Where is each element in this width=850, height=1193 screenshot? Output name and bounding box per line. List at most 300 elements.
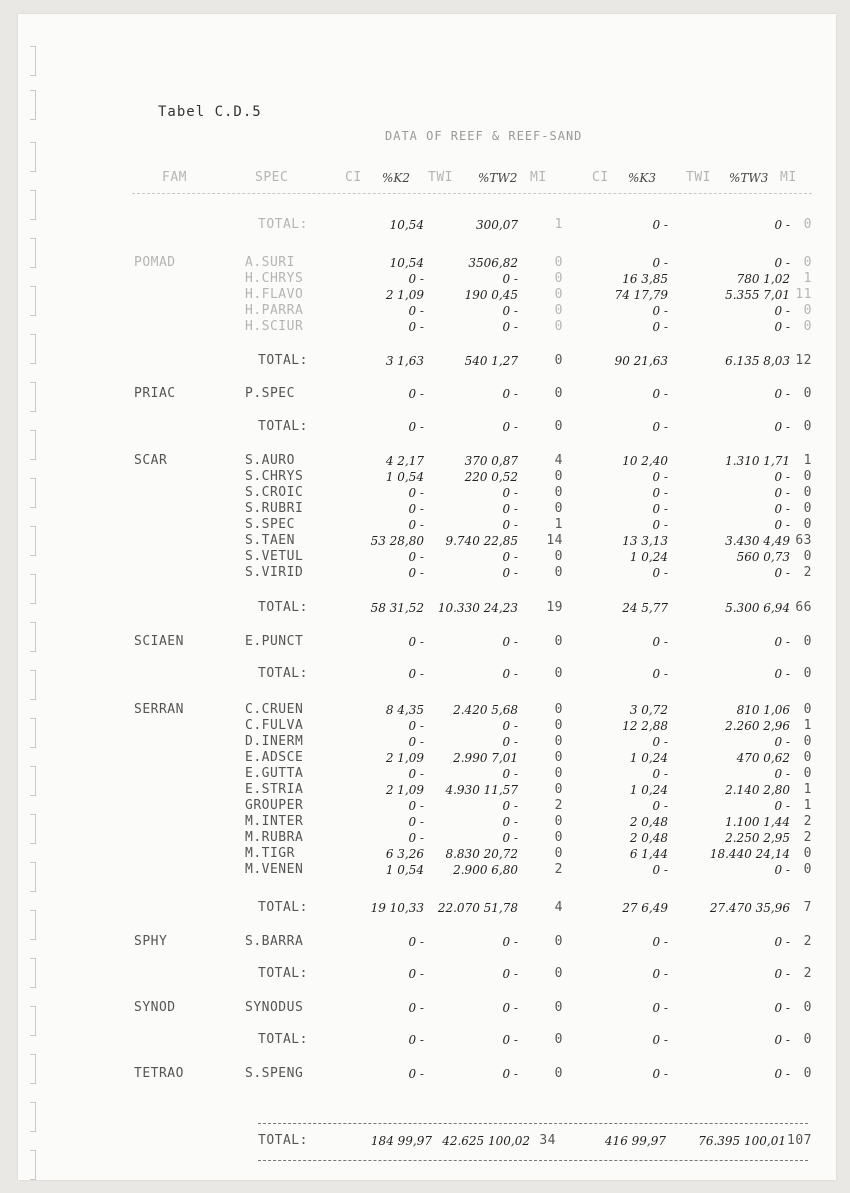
count-percent-cell: 58 31,52	[370, 601, 424, 615]
weight-percent-cell: 0 -	[774, 635, 790, 649]
grand-total-divider-top	[258, 1123, 808, 1124]
weight-percent-cell: 0 -	[502, 304, 518, 318]
binder-hole	[30, 1150, 36, 1180]
weight-percent-cell: 0 -	[502, 831, 518, 845]
mi-cell: 0	[554, 303, 563, 318]
count-percent-cell: 0 -	[408, 486, 424, 500]
weight-percent-cell: 27.470 35,96	[709, 901, 790, 915]
species-cell: D.INERM	[245, 734, 304, 749]
column-header: TWI	[428, 170, 453, 185]
weight-percent-cell: 10.330 24,23	[437, 601, 518, 615]
count-percent-cell: 0 -	[652, 387, 668, 401]
weight-percent-cell: 0 -	[774, 667, 790, 681]
weight-percent-cell: 2.900 6,80	[453, 863, 518, 877]
count-percent-cell: 0 -	[408, 799, 424, 813]
weight-percent-cell: 0 -	[774, 1001, 790, 1015]
family-cell: POMAD	[134, 255, 176, 270]
mi-cell: 0	[803, 862, 812, 877]
species-cell: H.CHRYS	[245, 271, 304, 286]
family-cell: SERRAN	[134, 702, 184, 717]
mi-cell: 0	[554, 702, 563, 717]
count-percent-cell: 1 0,54	[385, 470, 424, 484]
binder-hole	[30, 334, 36, 364]
count-percent-cell: 0 -	[408, 935, 424, 949]
mi-cell: 2	[554, 862, 563, 877]
weight-percent-cell: 3.430 4,49	[725, 534, 790, 548]
species-cell: H.FLAVO	[245, 287, 304, 302]
weight-percent-cell: 1.100 1,44	[725, 815, 790, 829]
binder-hole	[30, 1054, 36, 1084]
weight-percent-cell: 0 -	[502, 320, 518, 334]
mi-cell: 0	[803, 702, 812, 717]
mi-cell: 0	[554, 966, 563, 981]
count-percent-cell: 0 -	[408, 719, 424, 733]
mi-cell: 0	[803, 485, 812, 500]
weight-percent-cell: 220 0,52	[464, 470, 518, 484]
weight-percent-cell: 780 1,02	[736, 272, 790, 286]
column-header: %TW2	[478, 171, 518, 185]
weight-percent-cell: 0 -	[502, 1001, 518, 1015]
count-percent-cell: 0 -	[408, 967, 424, 981]
count-percent-cell: 0 -	[652, 486, 668, 500]
weight-percent-cell: 0 -	[502, 550, 518, 564]
weight-percent-cell: 3506,82	[468, 256, 518, 270]
count-percent-cell: 24 5,77	[622, 601, 668, 615]
species-cell: TOTAL:	[258, 966, 308, 981]
binder-hole	[30, 142, 36, 172]
mi-cell: 1	[803, 798, 812, 813]
binder-hole	[30, 1006, 36, 1036]
count-percent-cell: 6 1,44	[629, 847, 668, 861]
grand-total-label: TOTAL:	[258, 1133, 308, 1148]
species-cell: C.CRUEN	[245, 702, 304, 717]
mi-cell: 0	[554, 750, 563, 765]
weight-percent-cell: 0 -	[502, 387, 518, 401]
mi-cell: 0	[803, 501, 812, 516]
count-percent-cell: 13 3,13	[622, 534, 668, 548]
count-percent-cell: 90 21,63	[614, 354, 668, 368]
weight-percent-cell: 0 -	[502, 566, 518, 580]
mi-cell: 0	[803, 1000, 812, 1015]
binder-hole	[30, 574, 36, 604]
species-cell: E.PUNCT	[245, 634, 304, 649]
count-percent-cell: 0 -	[408, 815, 424, 829]
family-cell: SPHY	[134, 934, 168, 949]
weight-percent-cell: 0 -	[774, 767, 790, 781]
weight-percent-cell: 0 -	[502, 815, 518, 829]
count-percent-cell: 0 -	[408, 831, 424, 845]
mi-cell: 0	[554, 419, 563, 434]
count-percent-cell: 0 -	[652, 1001, 668, 1015]
weight-percent-cell: 5.300 6,94	[725, 601, 790, 615]
weight-percent-cell: 370 0,87	[464, 454, 518, 468]
mi-cell: 0	[803, 419, 812, 434]
species-cell: A.SURI	[245, 255, 295, 270]
mi-cell: 0	[803, 634, 812, 649]
column-header: CI	[345, 170, 362, 185]
count-percent-cell: 0 -	[408, 272, 424, 286]
weight-percent-cell: 0 -	[502, 799, 518, 813]
mi-cell: 19	[546, 600, 563, 615]
count-percent-cell: 0 -	[652, 304, 668, 318]
column-header: FAM	[162, 170, 187, 185]
weight-percent-cell: 22.070 51,78	[437, 901, 518, 915]
mi-cell: 0	[554, 734, 563, 749]
grand-total-count: 184 99,97	[370, 1134, 432, 1148]
count-percent-cell: 0 -	[408, 320, 424, 334]
count-percent-cell: 0 -	[408, 518, 424, 532]
mi-cell: 0	[554, 814, 563, 829]
mi-cell: 2	[803, 966, 812, 981]
count-percent-cell: 2 1,09	[385, 288, 424, 302]
mi-cell: 0	[803, 750, 812, 765]
mi-cell: 0	[554, 846, 563, 861]
species-cell: TOTAL:	[258, 1032, 308, 1047]
weight-percent-cell: 2.420 5,68	[453, 703, 518, 717]
count-percent-cell: 10,54	[389, 256, 424, 270]
species-cell: TOTAL:	[258, 600, 308, 615]
weight-percent-cell: 0 -	[774, 486, 790, 500]
mi-cell: 0	[554, 766, 563, 781]
weight-percent-cell: 300,07	[476, 218, 518, 232]
count-percent-cell: 0 -	[652, 470, 668, 484]
mi-cell: 0	[803, 255, 812, 270]
mi-cell: 2	[803, 934, 812, 949]
count-percent-cell: 12 2,88	[622, 719, 668, 733]
count-percent-cell: 0 -	[408, 767, 424, 781]
mi-cell: 2	[803, 830, 812, 845]
count-percent-cell: 0 -	[652, 863, 668, 877]
mi-cell: 0	[554, 782, 563, 797]
binder-hole	[30, 622, 36, 652]
species-cell: E.STRIA	[245, 782, 304, 797]
mi-cell: 0	[803, 319, 812, 334]
binder-hole	[30, 862, 36, 892]
mi-cell: 11	[795, 287, 812, 302]
family-cell: TETRAO	[134, 1066, 184, 1081]
weight-percent-cell: 0 -	[502, 967, 518, 981]
mi-cell: 0	[803, 303, 812, 318]
binder-hole	[30, 766, 36, 796]
count-percent-cell: 0 -	[652, 256, 668, 270]
count-percent-cell: 0 -	[652, 420, 668, 434]
family-cell: PRIAC	[134, 386, 176, 401]
mi-cell: 0	[554, 287, 563, 302]
mi-cell: 63	[795, 533, 812, 548]
mi-cell: 14	[546, 533, 563, 548]
weight-percent-cell: 2.990 7,01	[453, 751, 518, 765]
weight-percent-cell: 0 -	[502, 272, 518, 286]
count-percent-cell: 0 -	[652, 767, 668, 781]
page-title: Tabel C.D.5	[158, 104, 262, 120]
mi-cell: 1	[803, 782, 812, 797]
column-header: MI	[780, 170, 797, 185]
weight-percent-cell: 0 -	[502, 719, 518, 733]
count-percent-cell: 10 2,40	[622, 454, 668, 468]
mi-cell: 12	[795, 353, 812, 368]
count-percent-cell: 27 6,49	[622, 901, 668, 915]
grand-total-divider-bottom	[258, 1160, 808, 1161]
mi-cell: 2	[803, 565, 812, 580]
species-cell: P.SPEC	[245, 386, 295, 401]
weight-percent-cell: 0 -	[502, 1067, 518, 1081]
header-divider	[132, 193, 812, 194]
column-header: MI	[530, 170, 547, 185]
binder-hole	[30, 382, 36, 412]
mi-cell: 4	[554, 900, 563, 915]
mi-cell: 66	[795, 600, 812, 615]
count-percent-cell: 0 -	[652, 218, 668, 232]
species-cell: E.GUTTA	[245, 766, 304, 781]
binder-hole	[30, 90, 36, 120]
mi-cell: 0	[803, 217, 812, 232]
weight-percent-cell: 470 0,62	[736, 751, 790, 765]
family-cell: SCIAEN	[134, 634, 184, 649]
mi-cell: 0	[554, 271, 563, 286]
mi-cell: 0	[803, 734, 812, 749]
species-cell: S.TAEN	[245, 533, 295, 548]
mi-cell: 4	[554, 453, 563, 468]
count-percent-cell: 1 0,24	[629, 783, 668, 797]
count-percent-cell: 0 -	[652, 635, 668, 649]
binder-hole	[30, 910, 36, 940]
count-percent-cell: 53 28,80	[370, 534, 424, 548]
weight-percent-cell: 6.135 8,03	[725, 354, 790, 368]
mi-cell: 0	[803, 549, 812, 564]
weight-percent-cell: 0 -	[502, 486, 518, 500]
species-cell: H.PARRA	[245, 303, 304, 318]
weight-percent-cell: 0 -	[774, 1067, 790, 1081]
count-percent-cell: 2 1,09	[385, 783, 424, 797]
binder-hole	[30, 478, 36, 508]
weight-percent-cell: 540 1,27	[464, 354, 518, 368]
species-cell: C.FULVA	[245, 718, 304, 733]
count-percent-cell: 0 -	[408, 667, 424, 681]
mi-cell: 0	[554, 386, 563, 401]
mi-cell: 2	[803, 814, 812, 829]
count-percent-cell: 0 -	[408, 304, 424, 318]
species-cell: TOTAL:	[258, 900, 308, 915]
binder-hole	[30, 958, 36, 988]
count-percent-cell: 0 -	[408, 502, 424, 516]
weight-percent-cell: 0 -	[774, 470, 790, 484]
column-header: CI	[592, 170, 609, 185]
weight-percent-cell: 0 -	[502, 667, 518, 681]
weight-percent-cell: 18.440 24,14	[709, 847, 790, 861]
species-cell: TOTAL:	[258, 353, 308, 368]
weight-percent-cell: 2.140 2,80	[725, 783, 790, 797]
count-percent-cell: 0 -	[652, 518, 668, 532]
mi-cell: 2	[554, 798, 563, 813]
column-header: %TW3	[729, 171, 769, 185]
weight-percent-cell: 0 -	[502, 767, 518, 781]
mi-cell: 0	[554, 353, 563, 368]
count-percent-cell: 1 0,24	[629, 550, 668, 564]
mi-cell: 1	[803, 718, 812, 733]
species-cell: S.BARRA	[245, 934, 304, 949]
weight-percent-cell: 0 -	[774, 502, 790, 516]
mi-cell: 0	[554, 1066, 563, 1081]
count-percent-cell: 0 -	[652, 1033, 668, 1047]
weight-percent-cell: 0 -	[774, 566, 790, 580]
weight-percent-cell: 4.930 11,57	[445, 783, 518, 797]
weight-percent-cell: 9.740 22,85	[445, 534, 518, 548]
count-percent-cell: 1 0,54	[385, 863, 424, 877]
weight-percent-cell: 0 -	[774, 518, 790, 532]
mi-cell: 0	[554, 319, 563, 334]
weight-percent-cell: 560 0,73	[736, 550, 790, 564]
count-percent-cell: 0 -	[652, 1067, 668, 1081]
count-percent-cell: 0 -	[408, 1001, 424, 1015]
grand-total-count: 416 99,97	[604, 1134, 666, 1148]
count-percent-cell: 0 -	[652, 566, 668, 580]
mi-cell: 0	[803, 666, 812, 681]
mi-cell: 0	[803, 1032, 812, 1047]
count-percent-cell: 0 -	[652, 320, 668, 334]
mi-cell: 0	[554, 830, 563, 845]
mi-cell: 0	[554, 634, 563, 649]
weight-percent-cell: 0 -	[502, 420, 518, 434]
species-cell: TOTAL:	[258, 217, 308, 232]
count-percent-cell: 0 -	[408, 1067, 424, 1081]
mi-cell: 0	[554, 469, 563, 484]
count-percent-cell: 0 -	[652, 667, 668, 681]
mi-cell: 0	[803, 1066, 812, 1081]
binder-hole	[30, 814, 36, 844]
page-subtitle: DATA OF REEF & REEF-SAND	[385, 129, 583, 143]
weight-percent-cell: 0 -	[774, 218, 790, 232]
binder-hole	[30, 46, 36, 76]
mi-cell: 0	[554, 485, 563, 500]
species-cell: TOTAL:	[258, 419, 308, 434]
weight-percent-cell: 0 -	[774, 1033, 790, 1047]
column-header: SPEC	[255, 170, 289, 185]
binder-hole	[30, 1102, 36, 1132]
species-cell: M.INTER	[245, 814, 304, 829]
count-percent-cell: 0 -	[652, 967, 668, 981]
species-cell: M.VENEN	[245, 862, 304, 877]
count-percent-cell: 8 4,35	[385, 703, 424, 717]
count-percent-cell: 0 -	[652, 735, 668, 749]
weight-percent-cell: 0 -	[502, 1033, 518, 1047]
mi-cell: 0	[554, 934, 563, 949]
weight-percent-cell: 5.355 7,01	[725, 288, 790, 302]
count-percent-cell: 0 -	[408, 420, 424, 434]
weight-percent-cell: 0 -	[774, 304, 790, 318]
weight-percent-cell: 0 -	[502, 502, 518, 516]
weight-percent-cell: 0 -	[502, 935, 518, 949]
count-percent-cell: 0 -	[408, 566, 424, 580]
count-percent-cell: 6 3,26	[385, 847, 424, 861]
species-cell: E.ADSCE	[245, 750, 304, 765]
grand-total-mi: 34	[539, 1133, 556, 1148]
binder-hole	[30, 286, 36, 316]
mi-cell: 1	[554, 517, 563, 532]
count-percent-cell: 3 1,63	[385, 354, 424, 368]
weight-percent-cell: 2.250 2,95	[725, 831, 790, 845]
weight-percent-cell: 1.310 1,71	[725, 454, 790, 468]
count-percent-cell: 4 2,17	[385, 454, 424, 468]
species-cell: S.VETUL	[245, 549, 304, 564]
count-percent-cell: 0 -	[652, 799, 668, 813]
count-percent-cell: 1 0,24	[629, 751, 668, 765]
weight-percent-cell: 190 0,45	[464, 288, 518, 302]
count-percent-cell: 16 3,85	[622, 272, 668, 286]
mi-cell: 0	[803, 517, 812, 532]
weight-percent-cell: 0 -	[774, 256, 790, 270]
count-percent-cell: 3 0,72	[629, 703, 668, 717]
weight-percent-cell: 0 -	[502, 518, 518, 532]
weight-percent-cell: 8.830 20,72	[445, 847, 518, 861]
count-percent-cell: 10,54	[389, 218, 424, 232]
binder-hole	[30, 718, 36, 748]
species-cell: M.RUBRA	[245, 830, 304, 845]
family-cell: SCAR	[134, 453, 168, 468]
binder-hole	[30, 430, 36, 460]
species-cell: S.CROIC	[245, 485, 304, 500]
binder-hole	[30, 526, 36, 556]
mi-cell: 0	[554, 501, 563, 516]
species-cell: H.SCIUR	[245, 319, 304, 334]
count-percent-cell: 2 0,48	[629, 831, 668, 845]
weight-percent-cell: 0 -	[502, 635, 518, 649]
count-percent-cell: 0 -	[652, 502, 668, 516]
weight-percent-cell: 0 -	[774, 863, 790, 877]
mi-cell: 0	[803, 846, 812, 861]
mi-cell: 0	[803, 469, 812, 484]
count-percent-cell: 0 -	[652, 935, 668, 949]
weight-percent-cell: 0 -	[774, 320, 790, 334]
mi-cell: 1	[803, 271, 812, 286]
count-percent-cell: 2 1,09	[385, 751, 424, 765]
mi-cell: 0	[554, 549, 563, 564]
count-percent-cell: 74 17,79	[614, 288, 668, 302]
species-cell: S.CHRYS	[245, 469, 304, 484]
column-header: %K3	[628, 171, 657, 185]
mi-cell: 1	[554, 217, 563, 232]
weight-percent-cell: 2.260 2,96	[725, 719, 790, 733]
grand-total-weight: 42.625 100,02	[442, 1134, 530, 1148]
mi-cell: 0	[554, 255, 563, 270]
grand-total-mi: 107	[787, 1133, 812, 1148]
binder-hole	[30, 190, 36, 220]
weight-percent-cell: 0 -	[774, 387, 790, 401]
species-cell: S.VIRID	[245, 565, 304, 580]
mi-cell: 0	[554, 1000, 563, 1015]
count-percent-cell: 0 -	[408, 735, 424, 749]
mi-cell: 1	[803, 453, 812, 468]
species-cell: S.AURO	[245, 453, 295, 468]
weight-percent-cell: 0 -	[774, 420, 790, 434]
species-cell: TOTAL:	[258, 666, 308, 681]
column-header: TWI	[686, 170, 711, 185]
weight-percent-cell: 810 1,06	[736, 703, 790, 717]
mi-cell: 0	[554, 565, 563, 580]
species-cell: SYNODUS	[245, 1000, 304, 1015]
count-percent-cell: 0 -	[408, 1033, 424, 1047]
family-cell: SYNOD	[134, 1000, 176, 1015]
column-header: %K2	[382, 171, 411, 185]
mi-cell: 0	[554, 718, 563, 733]
mi-cell: 0	[803, 386, 812, 401]
grand-total-weight: 76.395 100,01	[698, 1134, 786, 1148]
weight-percent-cell: 0 -	[502, 735, 518, 749]
count-percent-cell: 0 -	[408, 387, 424, 401]
count-percent-cell: 2 0,48	[629, 815, 668, 829]
mi-cell: 7	[803, 900, 812, 915]
weight-percent-cell: 0 -	[774, 935, 790, 949]
species-cell: S.SPEC	[245, 517, 295, 532]
